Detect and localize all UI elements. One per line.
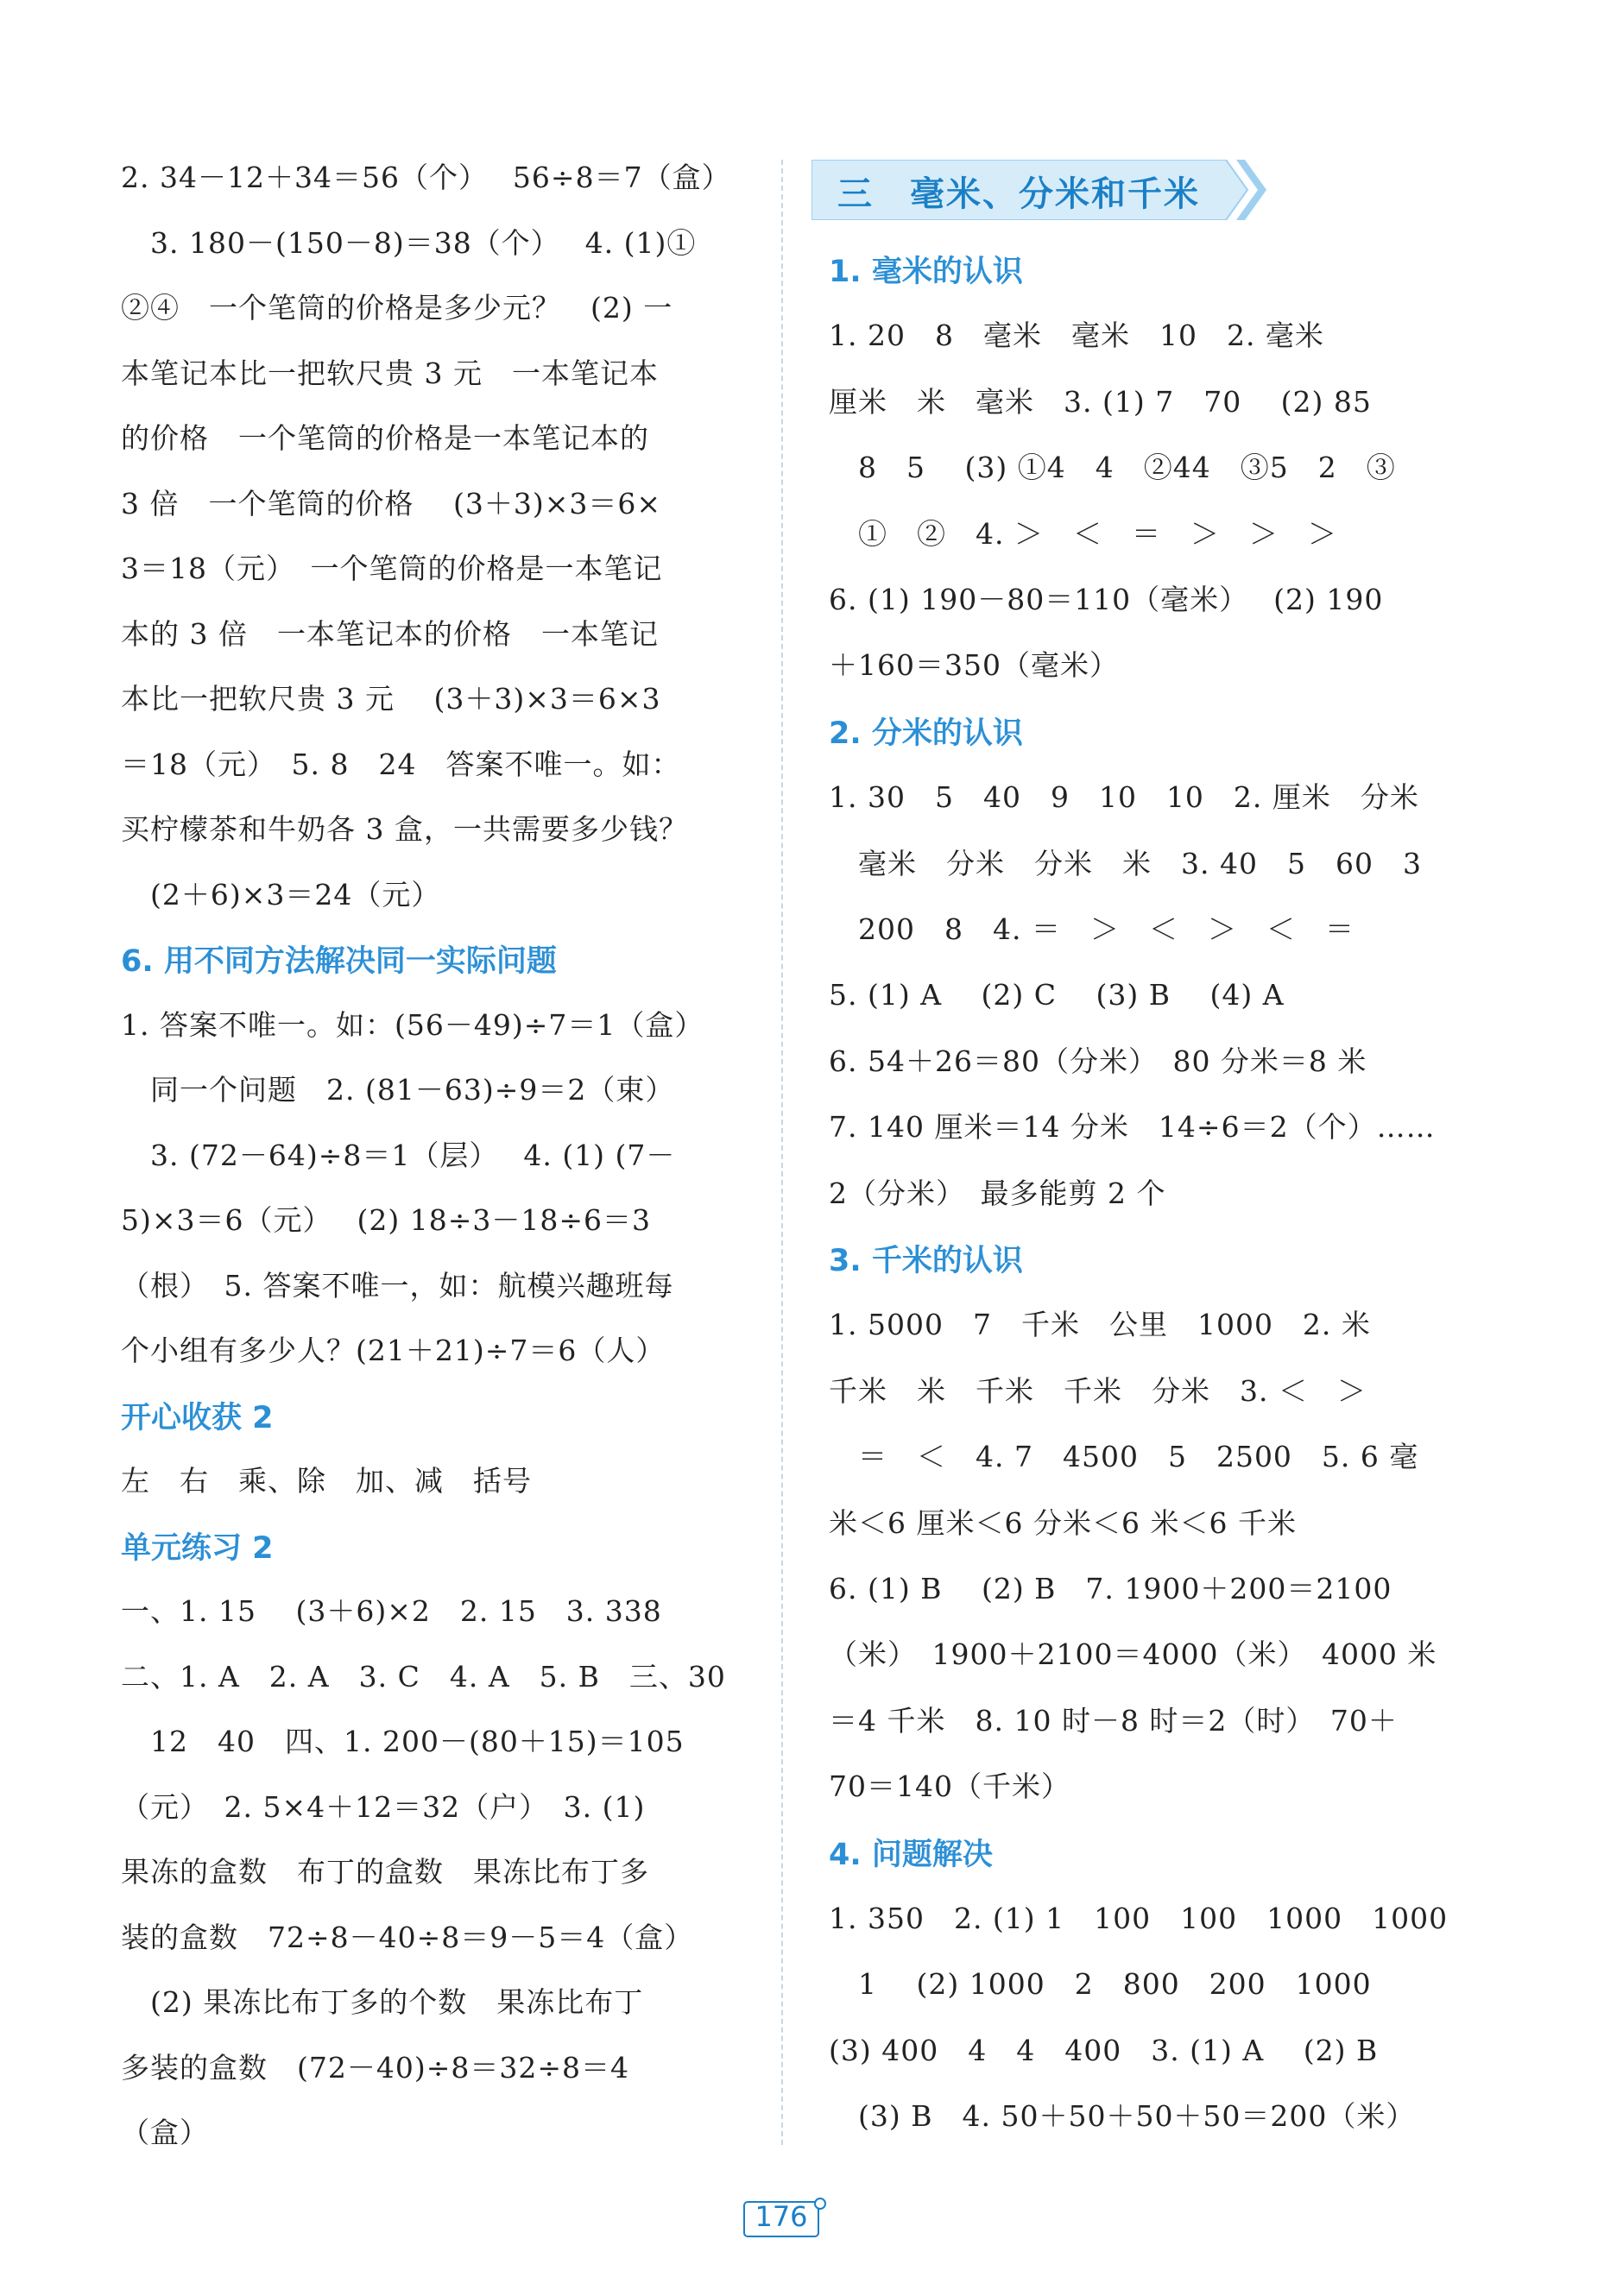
section-heading: 6. 用不同方法解决同一实际问题: [121, 944, 557, 979]
answer-line: (2) 果冻比布丁多的个数 果冻比布丁: [121, 1985, 644, 2019]
answer-line: 多装的盒数 (72－40)÷8＝32÷8＝4: [121, 2050, 630, 2085]
answer-line: （元） 2. 5×4＋12＝32（户） 3. (1): [121, 1789, 646, 1824]
answer-line: ＝4 千米 8. 10 时－8 时＝2（时） 70＋: [829, 1703, 1398, 1738]
answer-line: 6. (1) 190－80＝110（毫米） (2) 190: [829, 583, 1384, 616]
answer-line: ＝18（元） 5. 8 24 答案不唯一。如：: [121, 747, 681, 781]
answer-line: 1. 30 5 40 9 10 10 2. 厘米 分米: [829, 780, 1419, 815]
answer-line: 1. 答案不唯一。如：(56－49)÷7＝1（盒）: [121, 1007, 704, 1042]
column-divider: [781, 160, 783, 2145]
answer-line: 装的盒数 72÷8－40÷8＝9－5＝4（盒）: [121, 1920, 694, 1954]
answer-line: ＝ ＜ 4. 7 4500 5 2500 5. 6 毫: [829, 1440, 1419, 1474]
answer-line: (3) B 4. 50＋50＋50＋50＝200（米）: [829, 2099, 1416, 2134]
answer-line: 3 倍 一个笔筒的价格 (3＋3)×3＝6×: [121, 486, 662, 520]
answer-line: 1 (2) 1000 2 800 200 1000: [829, 1967, 1372, 2002]
chapter-title: 三 毫米、分米和千米: [837, 174, 1200, 214]
section-heading: 3. 千米的认识: [829, 1244, 1023, 1278]
answer-line: 1. 20 8 毫米 毫米 10 2. 毫米: [829, 319, 1324, 353]
answer-line: 二、1. A 2. A 3. C 4. A 5. B 三、30: [121, 1659, 726, 1694]
answer-line: 一、1. 15 (3＋6)×2 2. 15 3. 338: [121, 1594, 662, 1628]
answer-line: 7. 140 厘米＝14 分米 14÷6＝2（个）……: [829, 1110, 1436, 1145]
answer-line: （盒）: [121, 2116, 209, 2149]
answer-line: 70＝140（千米）: [829, 1769, 1070, 1804]
answer-line: 3. 180－(150－8)＝38（个） 4. (1)①: [121, 225, 697, 260]
answer-line: 3＝18（元） 一个笔筒的价格是一本笔记: [121, 552, 663, 585]
answer-line: 1. 5000 7 千米 公里 1000 2. 米: [829, 1308, 1371, 1342]
answer-line: 千米 米 千米 千米 分米 3. ＜ ＞: [829, 1373, 1367, 1408]
answer-line: 200 8 4. ＝ ＞ ＜ ＞ ＜ ＝: [829, 912, 1355, 946]
answer-line: 1. 350 2. (1) 1 100 100 1000 1000: [829, 1902, 1449, 1935]
answer-line: 12 40 四、1. 200－(80＋15)＝105: [121, 1725, 685, 1758]
section-heading: 2. 分米的认识: [829, 716, 1023, 751]
answer-line: 左 右 乘、除 加、减 括号: [121, 1464, 532, 1498]
answer-line: 本比一把软尺贵 3 元 (3＋3)×3＝6×3: [121, 682, 661, 716]
page-number: 176: [755, 2200, 808, 2233]
answer-line: 2（分米） 最多能剪 2 个: [829, 1176, 1166, 1210]
answer-line: 8 5 (3) ①4 4 ②44 ③5 2 ③: [829, 451, 1396, 485]
answer-line: 个小组有多少人？(21＋21)÷7＝6（人）: [121, 1334, 666, 1367]
page-number-badge: [742, 2197, 829, 2240]
answer-line: 厘米 米 毫米 3. (1) 7 70 (2) 85: [829, 384, 1372, 419]
answer-line: ②④ 一个笔筒的价格是多少元？ (2) 一: [121, 291, 673, 325]
answer-line: 2. 34－12＋34＝56（个） 56÷8＝7（盒）: [121, 161, 731, 194]
answer-line: 6. 54＋26＝80（分米） 80 分米＝8 米: [829, 1044, 1367, 1078]
answer-line: （米） 1900＋2100＝4000（米） 4000 米: [829, 1637, 1437, 1672]
answer-line: 本笔记本比一把软尺贵 3 元 一本笔记本: [121, 356, 659, 390]
chapter-banner: [811, 160, 1269, 220]
answer-line: 5)×3＝6（元） (2) 18÷3－18÷6＝3: [121, 1203, 652, 1237]
answer-line: (3) 400 4 4 400 3. (1) A (2) B: [829, 2033, 1379, 2067]
answer-line: ① ② 4. ＞ ＜ ＝ ＞ ＞ ＞: [829, 516, 1337, 551]
answer-line: 买柠檬茶和牛奶各 3 盒，一共需要多少钱？: [121, 812, 688, 846]
answer-line: 本的 3 倍 一本笔记本的价格 一本笔记: [121, 616, 659, 651]
answer-line: 米＜6 厘米＜6 分米＜6 米＜6 千米: [829, 1505, 1297, 1540]
answer-line: 果冻的盒数 布丁的盒数 果冻比布丁多: [121, 1855, 649, 1889]
answer-line: （根） 5. 答案不唯一，如：航模兴趣班每: [121, 1268, 674, 1303]
answer-line: 同一个问题 2. (81－63)÷9＝2（束）: [121, 1073, 675, 1107]
section-heading: 1. 毫米的认识: [829, 255, 1023, 289]
answer-line: 的价格 一个笔筒的价格是一本笔记本的: [121, 421, 649, 455]
answer-line: 5. (1) A (2) C (3) B (4) A: [829, 978, 1285, 1012]
answer-line: 3. (72－64)÷8＝1（层） 4. (1) (7－: [121, 1138, 676, 1172]
answer-line: (2＋6)×3＝24（元）: [121, 877, 441, 911]
answer-line: 毫米 分米 分米 米 3. 40 5 60 3: [829, 846, 1422, 880]
section-heading: 单元练习 2: [121, 1530, 274, 1566]
answer-line: ＋160＝350（毫米）: [829, 648, 1119, 683]
section-heading: 开心收获 2: [121, 1400, 274, 1435]
section-heading: 4. 问题解决: [829, 1837, 993, 1872]
answer-line: 6. (1) B (2) B 7. 1900＋200＝2100: [829, 1572, 1392, 1605]
